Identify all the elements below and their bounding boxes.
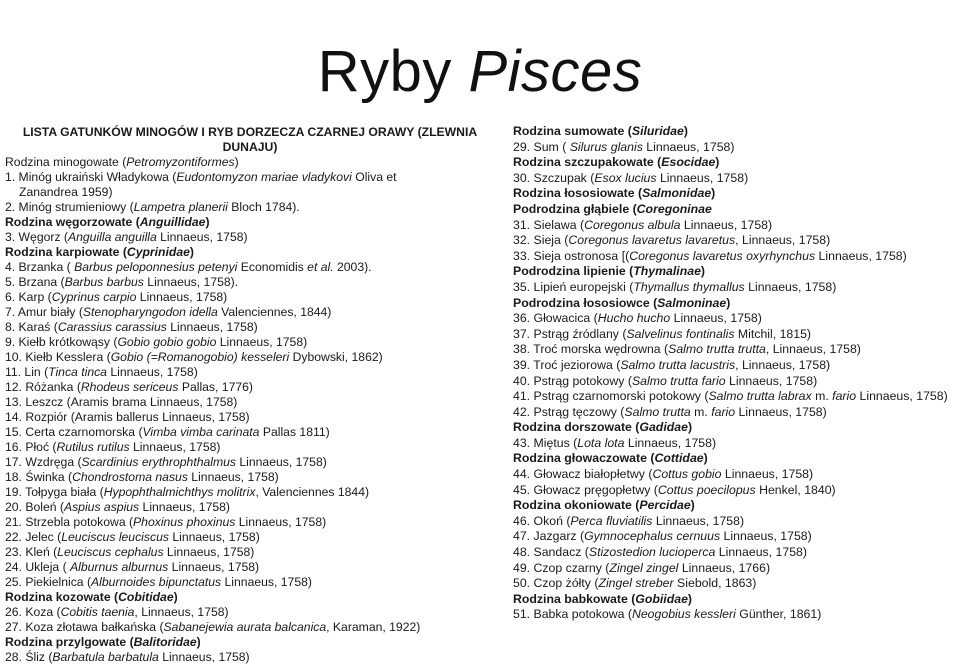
latin-name: Anguillidae (139, 215, 206, 229)
entry-text: , Valenciennes 1844) (255, 485, 370, 499)
entry-text: 12. Różanka ( (5, 380, 81, 394)
latin-name: Rutilus rutilus (56, 440, 130, 454)
entry-text: 32. Sieja ( (513, 233, 569, 248)
entry-text: Linnaeus, 1758) (656, 170, 749, 185)
species-entry (5, 440, 495, 455)
species-entry (5, 500, 495, 515)
latin-name: Hypophthalmichthys molitrix (103, 485, 256, 499)
latin-name: Leuciscus cephalus (57, 545, 164, 559)
title-main: Ryby (317, 38, 452, 104)
latin-name: Siluridae (631, 124, 684, 138)
latin-name: Cottidae (654, 451, 704, 466)
entry-text: 2. Minóg strumieniowy ( (5, 200, 134, 214)
latin-name: Salmo trutta labrax (708, 389, 812, 404)
entry-text: 45. Głowacz pręgopłetwy ( (513, 482, 658, 497)
species-entry (5, 365, 495, 380)
entry-text: Rodzina przylgowate ( (5, 635, 134, 649)
latin-name: Salmo trutta fario (631, 373, 726, 388)
species-entry (5, 650, 495, 665)
entry-text: Rodzina kozowate ( (5, 590, 119, 604)
entry-text: Podrodzina głąbiele ( (513, 201, 637, 216)
latin-name: Chondrostoma nasus (72, 470, 188, 484)
entry-text: 49. Czop czarny ( (513, 560, 610, 575)
species-entry (5, 200, 495, 215)
species-entry (513, 467, 960, 483)
latin-name: Neogobius kessleri (631, 607, 736, 622)
entry-text: Linnaeus, 1758) (139, 500, 230, 514)
entry-text: Oliva et (351, 170, 397, 184)
entry-text: Linnaeus, 1758) (156, 230, 248, 244)
latin-name: Alburnus alburnus (70, 560, 169, 574)
entry-text: 35. Lipień europejski ( (513, 279, 634, 294)
entry-text: ) (173, 590, 178, 604)
entry-text: 18. Świnka ( (5, 470, 73, 484)
entry-text: Linnaeus, 1758) (166, 320, 258, 334)
entry-text: ) (687, 420, 693, 435)
entry-text: Linnaeus, 1758) (856, 389, 948, 404)
entry-text: 29. Sum ( (513, 139, 570, 154)
entry-text: 1. Minóg ukraiński Władykowa ( (5, 170, 177, 184)
latin-name: Cobitis taenia (60, 605, 135, 619)
species-entry (513, 514, 960, 530)
entry-text: 7. Amur biały ( (5, 305, 83, 319)
entry-text: ) (205, 215, 210, 229)
entry-text: Linnaeus, 1758) (236, 455, 327, 469)
species-entry (513, 545, 960, 561)
entry-text: 21. Strzebla potokowa ( (5, 515, 134, 529)
entry-text: Linnaeus, 1758). (143, 275, 239, 289)
entry-text: 14. Rozpiór (Aramis ballerus Linnaeus, 1758) (5, 410, 250, 424)
latin-name: Thymallus thymallus (633, 279, 745, 294)
latin-name: Salmo trutta trutta (668, 342, 766, 357)
entry-text: 30. Szczupak ( (513, 170, 595, 185)
entry-text: 48. Sandacz ( (513, 545, 589, 560)
entry-text: ) (690, 498, 695, 513)
entry-text: ) (700, 264, 706, 279)
entry-text: , Linnaeus, 1758) (735, 233, 831, 248)
latin-name: Percidae (639, 498, 691, 513)
latin-name: Aspius aspius (63, 500, 140, 514)
latin-name: Stenopharyngodon idella (82, 305, 218, 319)
species-entry (5, 305, 495, 320)
family-heading (513, 202, 960, 218)
species-entry (5, 230, 495, 245)
latin-name: Gobio (=Romanogobio) kesseleri (110, 350, 290, 364)
entry-text: 38. Troć morska wędrowna ( (513, 342, 669, 357)
species-entry (5, 455, 495, 470)
entry-text: Rodzina łososiowate ( (513, 186, 643, 201)
entry-text: LISTA GATUNKÓW MINOGÓW I RYB DORZECZA CZARNEJ ORAWY (ZLEWNIA DUNAJU) (22, 125, 478, 154)
entry-text: 5. Brzana ( (5, 275, 65, 289)
latin-name: Stizostedion lucioperca (588, 545, 716, 560)
entry-text: Linnaeus, 1758) (815, 248, 907, 263)
entry-text: Günther, 1861) (735, 607, 822, 622)
species-entry (513, 140, 960, 156)
entry-text: 44. Głowacz białopłetwy ( (513, 467, 653, 482)
entry-text: ) (715, 155, 720, 170)
species-entry (5, 485, 495, 500)
entry-text: 26. Koza ( (5, 605, 61, 619)
entry-text: Pallas, 1776) (178, 380, 253, 394)
entry-text: Linnaeus, 1758) (158, 650, 250, 664)
latin-name: Lampetra planerii (133, 200, 228, 214)
entry-text: Rodzina szczupakowate ( (513, 155, 662, 170)
family-heading (5, 245, 495, 260)
latin-name: Salvelinus fontinalis (626, 326, 735, 341)
entry-text: ) (234, 155, 239, 169)
entry-text: 4. Brzanka ( (5, 260, 75, 274)
species-entry (5, 170, 495, 185)
species-entry (5, 335, 495, 350)
family-heading (5, 215, 495, 230)
latin-name: Esox lucius (594, 170, 657, 185)
entry-text: , Linnaeus, 1758) (134, 605, 229, 619)
latin-name: Phoxinus phoxinus (133, 515, 236, 529)
title-latin: Pisces (468, 38, 643, 104)
latin-name: Cottus gobio (652, 467, 722, 482)
entry-text: 33. Sieja ostronosa [( (513, 248, 630, 263)
entry-text: Linnaeus, 1758) (715, 545, 807, 560)
latin-name: Hucho hucho (597, 311, 671, 326)
species-entry (513, 374, 960, 390)
species-entry (513, 249, 960, 265)
entry-text: Linnaeus, 1758) (235, 515, 327, 529)
entry-text: Linnaeus, 1758) (106, 365, 198, 379)
entry-text: Linnaeus, 1758) (720, 529, 812, 544)
entry-text: Linnaeus, 1758) (642, 139, 735, 154)
species-entry (5, 620, 495, 635)
entry-text: Linnaeus, 1758) (136, 290, 228, 304)
entry-text: Linnaeus, 1758) (216, 335, 308, 349)
entry-text: Linnaeus, 1758) (735, 404, 827, 419)
family-heading (513, 592, 960, 608)
entry-text: 11. Lin ( (5, 365, 49, 379)
latin-name: Tinca tinca (48, 365, 107, 379)
species-entry (513, 218, 960, 234)
species-entry (5, 155, 495, 170)
entry-text: 42. Pstrąg tęczowy ( (513, 404, 625, 419)
latin-name: Cottus poecilopus (657, 482, 756, 497)
latin-name: Rhodeus sericeus (80, 380, 179, 394)
family-heading (513, 124, 960, 140)
entry-text: 2003). (333, 260, 372, 274)
species-entry (5, 560, 495, 575)
latin-name: Gobio gobio gobio (117, 335, 217, 349)
species-entry (5, 410, 495, 425)
entry-text: 47. Jazgarz ( (513, 529, 585, 544)
entry-text: ) (683, 124, 688, 138)
entry-text: Rodzina minogowate ( (5, 155, 127, 169)
species-entry (513, 358, 960, 374)
species-entry (513, 327, 960, 343)
entry-text: 8. Karaś ( (5, 320, 58, 334)
entry-text: 22. Jelec ( (5, 530, 62, 544)
entry-text: Pallas 1811) (259, 425, 330, 439)
entry-text: 10. Kiełb Kesslera ( (5, 350, 111, 364)
species-entry (5, 425, 495, 440)
latin-name: Petromyzontiformes (126, 155, 235, 169)
entry-text: 27. Koza złotawa bałkańska ( (5, 620, 164, 634)
species-entry (513, 233, 960, 249)
family-heading (5, 635, 495, 650)
species-entry (5, 470, 495, 485)
species-entry (513, 483, 960, 499)
species-entry (5, 380, 495, 395)
entry-text: 3. Węgorz ( (5, 230, 68, 244)
entry-text: 43. Miętus ( (513, 435, 578, 450)
species-entry (5, 545, 495, 560)
entry-text: ) (726, 295, 731, 310)
species-entry (5, 320, 495, 335)
latin-name: fario (832, 389, 857, 404)
entry-text: 31. Sielawa ( (513, 217, 585, 232)
latin-name: Salmonidae (642, 186, 712, 201)
entry-text: Siebold, 1863) (673, 576, 757, 591)
entry-text: , Linnaeus, 1758) (765, 342, 861, 357)
entry-text: 23. Kleń ( (5, 545, 58, 559)
species-entry (5, 605, 495, 620)
entry-text: Podrodzina łososiowce ( (513, 295, 658, 310)
entry-text: Linnaeus, 1758) (163, 545, 255, 559)
entry-text: Dybowski, 1862) (289, 350, 383, 364)
entry-text: 28. Śliz ( (5, 650, 53, 664)
species-entry (5, 290, 495, 305)
species-entry (513, 576, 960, 592)
entry-text: Linnaeus, 1758) (221, 575, 312, 589)
latin-name: Coregonus albula (584, 217, 681, 232)
entry-text: 39. Troć jeziorowa ( (513, 357, 621, 372)
entry-text: 51. Babka potokowa ( (513, 607, 632, 622)
entry-text: Linnaeus, 1766) (678, 560, 771, 575)
entry-text: 46. Okoń ( (513, 513, 571, 528)
species-entry (513, 342, 960, 358)
latin-name: Anguilla anguilla (68, 230, 157, 244)
entry-text: 17. Wzdręga ( (5, 455, 82, 469)
entry-text: ) (189, 245, 194, 259)
family-heading (5, 590, 495, 605)
latin-name: Barbus barbus (64, 275, 144, 289)
latin-name: Esocidae (661, 155, 716, 170)
latin-name: Cyprinidae (126, 245, 190, 259)
latin-name: fario (711, 404, 736, 419)
family-heading (513, 186, 960, 202)
entry-text: Rodzina węgorzowate ( (5, 215, 140, 229)
entry-text: Zanandrea 1959) (19, 185, 113, 199)
entry-text: Linnaeus, 1758) (187, 470, 279, 484)
entry-text: 6. Karp ( (5, 290, 52, 304)
species-entry (5, 395, 495, 410)
family-heading (513, 498, 960, 514)
page-title (0, 39, 960, 105)
species-entry (513, 389, 960, 405)
latin-name: Barbus peloponnesius petenyi (74, 260, 238, 274)
entry-text: Rodzina sumowate ( (513, 124, 632, 138)
family-heading (513, 420, 960, 436)
entry-text: Linnaeus, 1758) (725, 373, 818, 388)
family-heading (513, 155, 960, 171)
latin-name: Zingel streber (598, 576, 674, 591)
latin-name: Salmo trutta (624, 404, 691, 419)
entry-text: Rodzina karpiowate ( (5, 245, 127, 259)
species-entry (513, 436, 960, 452)
latin-name: Salmoninae (657, 295, 727, 310)
species-entry (5, 185, 495, 200)
entry-text: 41. Pstrąg czarnomorski potokowy ( (513, 389, 709, 404)
entry-text: Linnaeus, 1758) (168, 560, 260, 574)
entry-text: 50. Czop żółty ( (513, 576, 599, 591)
latin-name: Barbatula barbatula (52, 650, 159, 664)
entry-text: Rodzina okoniowate ( (513, 498, 640, 513)
species-entry (5, 575, 495, 590)
entry-text: Rodzina babkowate ( (513, 591, 636, 606)
latin-name: et al. (307, 260, 334, 274)
latin-name: Coregonus lavaretus oxyrhynchus (629, 248, 816, 263)
latin-name: Lota lota (577, 435, 625, 450)
entry-text: Rodzina dorszowate ( (513, 420, 640, 435)
entry-text: Podrodzina lipienie ( (513, 264, 634, 279)
latin-name: Carassius carassius (57, 320, 167, 334)
latin-name: Thymalinae (633, 264, 701, 279)
latin-name: Cyprinus carpio (51, 290, 137, 304)
entry-text: Mitchil, 1815) (734, 326, 812, 341)
entry-text: Linnaeus, 1758) (624, 435, 717, 450)
entry-text: 25. Piekielnica ( (5, 575, 92, 589)
entry-text: 24. Ukleja ( (5, 560, 71, 574)
entry-text: Linnaeus, 1758) (680, 217, 773, 232)
latin-name: Leuciscus leuciscus (61, 530, 169, 544)
entry-text: 37. Pstrąg źródlany ( (513, 326, 627, 341)
entry-text: m. (811, 389, 833, 404)
entry-text: Linnaeus, 1758) (744, 279, 837, 294)
entry-text: Linnaeus, 1758) (670, 311, 762, 326)
entry-text: ) (687, 591, 693, 606)
entry-text: Valenciennes, 1844) (217, 305, 332, 319)
entry-text: Rodzina głowaczowate ( (513, 451, 655, 466)
latin-name: Gymnocephalus cernuus (584, 529, 721, 544)
entry-text: 20. Boleń ( (5, 500, 64, 514)
entry-text: Linnaeus, 1758) (652, 513, 745, 528)
entry-text: Linnaeus, 1758) (129, 440, 221, 454)
species-entry (513, 405, 960, 421)
latin-name: Eudontomyzon mariae vladykovi (176, 170, 352, 184)
right-column-species-list (513, 124, 960, 623)
entry-text: m. (690, 404, 712, 419)
species-entry (5, 515, 495, 530)
latin-name: Gadidae (639, 420, 688, 435)
species-entry (5, 530, 495, 545)
latin-name: Zingel zingel (609, 560, 679, 575)
species-entry (513, 607, 960, 623)
entry-text: Henkel, 1840) (755, 482, 836, 497)
entry-text: 36. Głowacica ( (513, 311, 598, 326)
species-entry (5, 350, 495, 365)
entry-text: 16. Płoć ( (5, 440, 57, 454)
latin-name: Sabanejewia aurata balcanica (163, 620, 327, 634)
species-entry (513, 561, 960, 577)
latin-name: Scardinius erythrophthalmus (81, 455, 236, 469)
species-entry (5, 260, 495, 275)
family-heading (513, 296, 960, 312)
entry-text: 9. Kiełb krótkowąsy ( (5, 335, 118, 349)
species-entry (513, 280, 960, 296)
entry-text: 13. Leszcz (Aramis brama Linnaeus, 1758) (5, 395, 238, 409)
entry-text: 15. Certa czarnomorska ( (5, 425, 143, 439)
entry-text: ) (703, 451, 708, 466)
latin-name: Coregoninae (636, 201, 712, 216)
latin-name: Balitoridae (133, 635, 197, 649)
entry-text: , Karaman, 1922) (326, 620, 421, 634)
latin-name: Coregonus lavaretus lavaretus (568, 233, 736, 248)
entry-text: Economidis (237, 260, 308, 274)
species-entry (513, 311, 960, 327)
latin-name: Alburnoides bipunctatus (91, 575, 222, 589)
entry-text: Linnaeus, 1758) (168, 530, 260, 544)
species-entry (513, 171, 960, 187)
entry-text: 40. Pstrąg potokowy ( (513, 373, 632, 388)
latin-name: Vimba vimba carinata (142, 425, 260, 439)
left-column-species-list (5, 125, 495, 665)
entry-text: ) (196, 635, 201, 649)
entry-text: 19. Tołpyga biała ( (5, 485, 104, 499)
species-entry (513, 529, 960, 545)
family-heading (513, 264, 960, 280)
entry-text: , Linnaeus, 1758) (735, 357, 831, 372)
latin-name: Gobiidae (635, 591, 688, 606)
latin-name: Perca fluviatilis (570, 513, 653, 528)
latin-name: Salmo trutta lacustris (620, 357, 736, 372)
latin-name: Silurus glanis (569, 139, 643, 154)
family-heading (513, 451, 960, 467)
family-heading (5, 125, 495, 155)
species-entry (5, 275, 495, 290)
entry-text: Bloch 1784). (227, 200, 300, 214)
entry-text: ) (711, 186, 716, 201)
latin-name: Cobitidae (118, 590, 174, 604)
entry-text: Linnaeus, 1758) (721, 467, 814, 482)
